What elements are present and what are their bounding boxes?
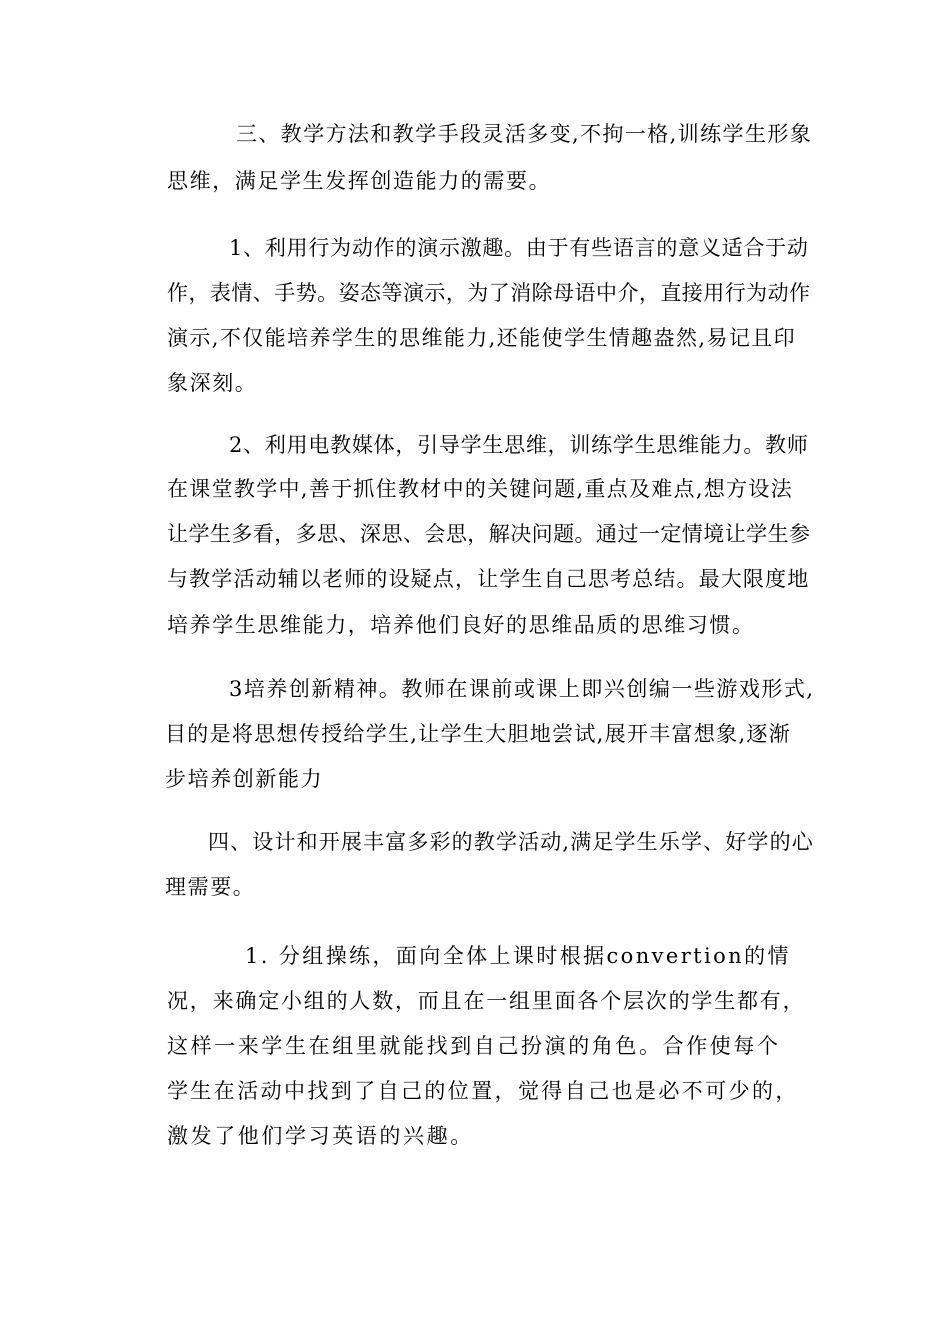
paragraph-3-line-2: 目的是将思想传授给学生,让学生大胆地尝试,展开丰富想象,逐渐: [165, 722, 792, 746]
paragraph-1-line-1: 1、利用行为动作的演示激趣。由于有些语言的意义适合于动: [229, 236, 809, 260]
paragraph-3-line-1: 3培养创新精神。教师在课前或课上即兴创编一些游戏形式,: [229, 677, 815, 701]
paragraph-4-line-5: 激发了他们学习英语的兴趣。: [167, 1124, 474, 1148]
paragraph-1-line-4: 象深刻。: [167, 371, 258, 395]
section-heading-4-line-2: 理需要。: [165, 875, 256, 899]
paragraph-2-line-5: 培养学生思维能力，培养他们良好的思维品质的思维习惯。: [167, 613, 755, 637]
paragraph-4-line-2: 况，来确定小组的人数，而且在一组里面各个层次的学生都有，: [167, 989, 806, 1013]
section-heading-3-line-1: 三、教学方法和教学手段灵活多变,不拘一格,训练学生形象: [236, 122, 813, 146]
section-heading-4-line-1: 四、设计和开展丰富多彩的教学活动,满足学生乐学、好学的心: [208, 830, 814, 854]
section-heading-3-line-2: 思维，满足学生发挥创造能力的需要。: [167, 169, 552, 193]
paragraph-1-line-3: 演示,不仅能培养学生的思维能力,还能使学生情趣盎然,易记且印: [167, 326, 797, 350]
paragraph-1-line-2: 作，表情、手势。姿态等演示，为了消除母语中介，直接用行为动作: [167, 281, 811, 305]
paragraph-2-line-4: 与教学活动辅以老师的设疑点，让学生自己思考总结。最大限度地: [167, 567, 810, 591]
paragraph-2-line-3: 让学生多看，多思、深思、会思，解决问题。通过一定情境让学生参: [167, 522, 811, 546]
paragraph-2-line-1: 2、利用电教媒体，引导学生思维，训练学生思维能力。教师: [229, 433, 809, 457]
paragraph-4-line-3: 这样一来学生在组里就能找到自己扮演的角色。合作使每个: [167, 1034, 781, 1058]
paragraph-4-line-1: 1. 分组操练，面向全体上课时根据convertion的情: [245, 944, 791, 968]
paragraph-4-line-4: 学生在活动中找到了自己的位置，觉得自己也是必不可少的，: [167, 1079, 799, 1103]
paragraph-2-line-2: 在课堂教学中,善于抓住教材中的关键问题,重点及难点,想方设法: [167, 477, 794, 501]
paragraph-3-line-3: 步培养创新能力: [165, 767, 324, 791]
